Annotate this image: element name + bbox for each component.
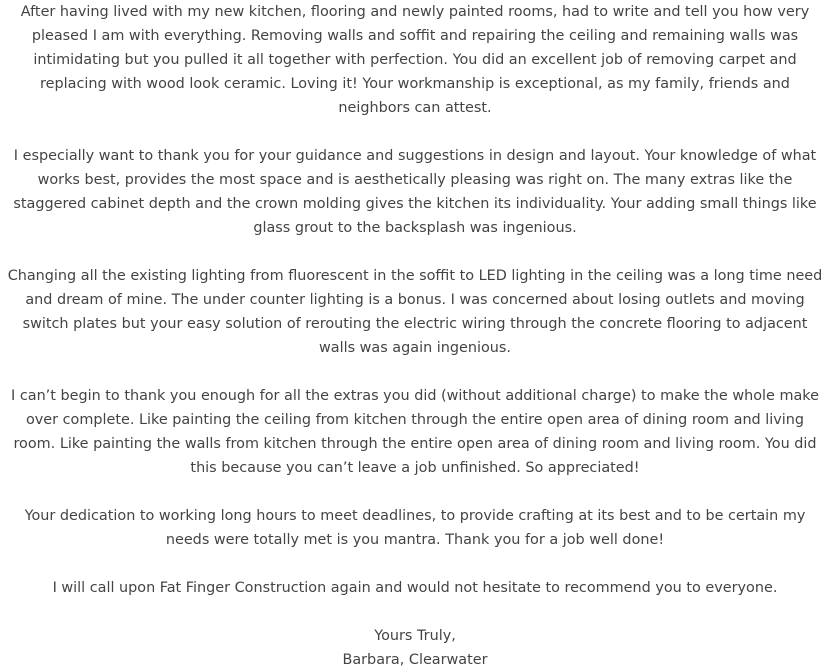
testimonial-paragraph-4: I can’t begin to thank you enough for all the extras you did (without additional charge) to make the whole make over complete. Like painting the ceiling from kitchen through the entire open area of dining room and living room. Like painting the walls from kitchen through the entire open area of dining room and living room. You did this because you can’t leave a job unfinished. So appreciated! bbox=[11, 388, 819, 476]
testimonial-paragraph-2: I especially want to thank you for your guidance and suggestions in design and layout. Your knowledge of what works best, provides the most space and is aesthetically pleasing was right on. The many extras like the staggered cabinet depth and the crown molding gives the kitchen its individuality. Your adding small things like glass grout to the backsplash was ingenious. bbox=[13, 148, 817, 236]
testimonial-paragraph-6: I will call upon Fat Finger Construction again and would not hesitate to recommend you to everyone. bbox=[52, 580, 778, 596]
testimonial-signature bbox=[6, 624, 824, 672]
testimonial-paragraph-1: After having lived with my new kitchen, flooring and newly painted rooms, had to write and tell you how very pleased I am with everything. Removing walls and soffit and repairing the ceiling and remaining walls was intimidating but you pulled it all together with perfection. You did an excellent job of removing carpet and replacing with wood look ceramic. Loving it! Your workmanship is exceptional, as my family, friends and neighbors can attest. bbox=[20, 4, 810, 116]
signature-closing: Yours Truly, bbox=[374, 628, 456, 644]
testimonial-paragraph-5: Your dedication to working long hours to meet deadlines, to provide crafting at its best and to be certain my needs were totally met is you mantra. Thank you for a job well done! bbox=[24, 508, 806, 548]
testimonial-paragraph-3: Changing all the existing lighting from fluorescent in the soffit to LED lighting in the ceiling was a long time need and dream of mine. The under counter lighting is a bonus. I was concerned about losing outlets and moving switch plates but your easy solution of rerouting the electric wiring through the concrete flooring to adjacent walls was again ingenious. bbox=[7, 268, 823, 356]
signature-author: Barbara, Clearwater bbox=[342, 652, 488, 668]
